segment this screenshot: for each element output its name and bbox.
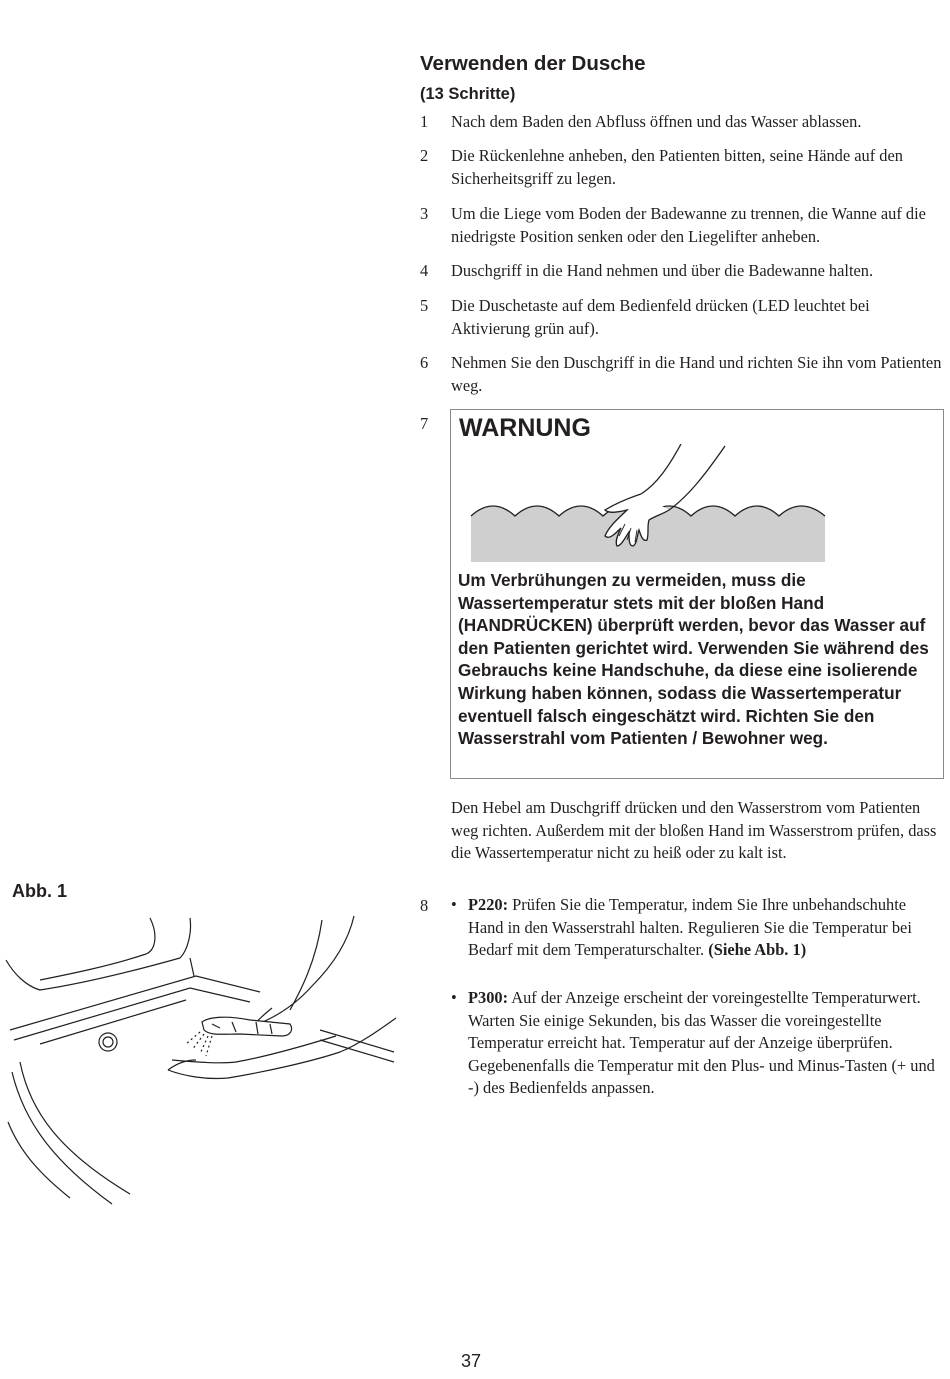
step-text: Die Rückenlehne anheben, den Patienten bitten, seine Hände auf den Sicherheitsgriff zu legen.	[451, 146, 903, 188]
section-title: Verwenden der Dusche	[420, 52, 646, 75]
step-item	[420, 259, 945, 282]
step7-followup-text: Den Hebel am Duschgriff drücken und den Wasserstrom vom Patienten weg richten. Außerdem mit der bloßen Hand im Wasserstrom prüfen, dass die Wassertemperatur nicht zu heiß oder zu kalt ist.	[451, 798, 937, 863]
step-number: 4	[420, 261, 429, 280]
step-text: Nach dem Baden den Abfluss öffnen und das Wasser ablassen.	[451, 112, 862, 131]
bullet-dot: •	[451, 988, 457, 1007]
step-number: 7	[420, 414, 429, 433]
figure-reference: (Siehe Abb. 1)	[708, 940, 807, 960]
step-number: 3	[420, 204, 429, 223]
step-number: 2	[420, 146, 429, 165]
bullet-text: Auf der Anzeige erscheint der voreingestellte Temperaturwert. Warten Sie einige Sekunden, bis das Wasser die voreingestellte Temperatur erreicht hat. Temperatur auf der Anzeige überprüfen. Gegebenenfalls die Temperatur mit den Plus- und Minus-Tasten (+ und -) des Bedienfelds anpassen.	[468, 988, 935, 1098]
step-count: (13 Schritte)	[420, 85, 516, 103]
step-text: Die Duschetaste auf dem Bedienfeld drücken (LED leuchtet bei Aktivierung grün auf).	[451, 296, 870, 338]
step-item	[420, 351, 945, 397]
bullet-label: P300:	[468, 988, 509, 1007]
bullet-text: Prüfen Sie die Temperatur, indem Sie Ihre unbehandschuhte Hand in den Wasserstrahl halten. Regulieren Sie die Temperatur bei Bedarf mit dem Temperaturschalter.	[468, 895, 912, 960]
step-item	[420, 110, 945, 133]
step-text: Um die Liege vom Boden der Badewanne zu trennen, die Wanne auf die niedrigste Position senken oder den Liegelifter anheben.	[451, 204, 926, 246]
step-text: Duschgriff in die Hand nehmen und über die Badewanne halten.	[451, 261, 874, 280]
warning-text: Um Verbrühungen zu vermeiden, muss die Wassertemperatur stets mit der bloßen Hand (HANDRÜCKEN) überprüft werden, bevor das Wasser auf den Patienten gerichtet wird. Verwenden Sie während des Gebrauchs keine Handschuhe, da diese eine isolierende Wirkung haben können, sodass die Wassertemperatur eventuell falsch eingeschätzt wird. Richten Sie den Wasserstrahl vom Patienten / Bewohner weg.	[458, 570, 929, 749]
step-number: 6	[420, 353, 429, 372]
shower-handle-in-tub-illustration	[0, 912, 400, 1217]
step-number: 8	[420, 896, 429, 915]
page-number: 37	[461, 1351, 482, 1371]
warning-title: WARNUNG	[459, 414, 591, 442]
step-number: 5	[420, 296, 429, 315]
bullet-dot: •	[451, 895, 457, 914]
figure-label: Abb. 1	[12, 881, 68, 901]
step-item	[420, 202, 945, 248]
step-text: Nehmen Sie den Duschgriff in die Hand und richten Sie ihn vom Patienten weg.	[451, 353, 942, 395]
warning-box	[450, 409, 944, 779]
hand-in-water-icon	[469, 444, 829, 571]
step-item	[420, 294, 945, 340]
bullet-item-p300	[451, 987, 945, 1100]
bullet-label: P220:	[468, 895, 509, 914]
step-item	[420, 144, 945, 190]
bullet-item-p220	[451, 894, 945, 962]
step-number: 1	[420, 112, 429, 131]
